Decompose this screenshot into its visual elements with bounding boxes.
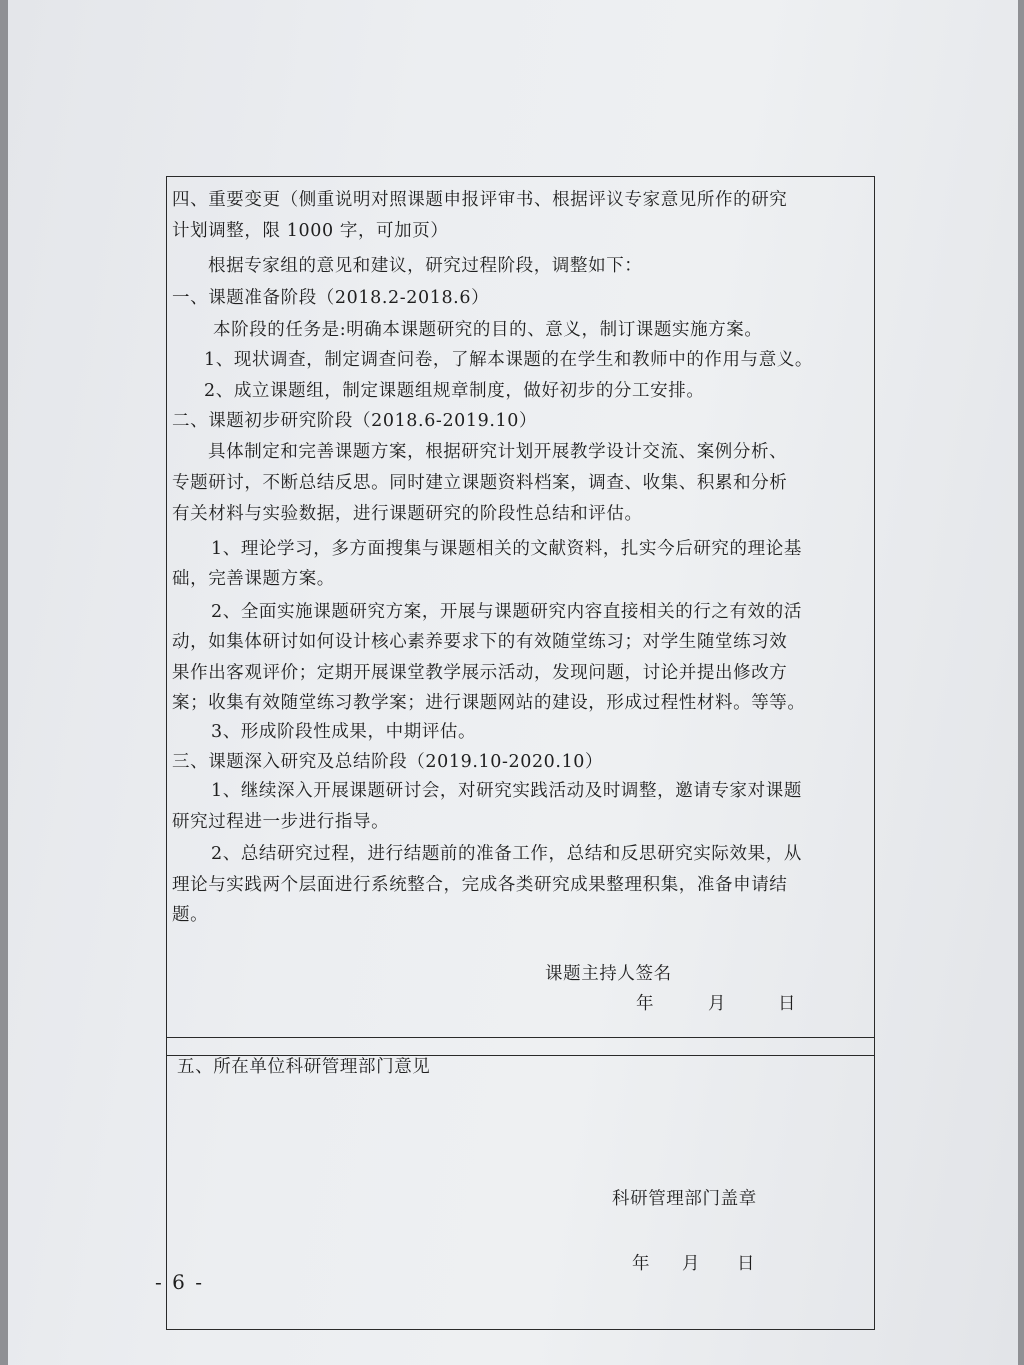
section4-title-line1: 四、重要变更（侧重说明对照课题申报评审书、根据评议专家意见所作的研究 [172,190,788,210]
sig-date-year: 年 [636,994,655,1014]
phase2-item2-line2: 动，如集体研讨如何设计核心素养要求下的有效随堂练习；对学生随堂练习效 [172,632,788,652]
phase2-heading: 二、课题初步研究阶段（2018.6-2019.10） [172,411,538,431]
stamp-date-year: 年 [632,1254,651,1274]
stamp-label: 科研管理部门盖章 [612,1189,757,1209]
phase2-item3: 3、形成阶段性成果，中期评估。 [211,722,477,742]
phase3-item1-line2: 研究过程进一步进行指导。 [172,812,390,832]
sig-date-day: 日 [778,994,797,1014]
phase1-task: 本阶段的任务是:明确本课题研究的目的、意义，制订课题实施方案。 [213,320,763,340]
signature-label: 课题主持人签名 [545,964,672,984]
phase3-item2-line3: 题。 [172,905,209,925]
phase3-item2-line2: 理论与实践两个层面进行系统整合，完成各类研究成果整理积集，准备申请结 [172,875,788,895]
section5-box [166,1037,875,1330]
stamp-date-month: 月 [682,1254,701,1274]
phase1-heading: 一、课题准备阶段（2018.2-2018.6） [172,288,490,308]
section5-title: 五、所在单位科研管理部门意见 [177,1057,431,1077]
section4-title-line2: 计划调整，限 1000 字，可加页） [172,221,449,241]
phase1-item2: 2、成立课题组，制定课题组规章制度，做好初步的分工安排。 [204,381,705,401]
phase2-item2-line1: 2、全面实施课题研究方案，开展与课题研究内容直接相关的行之有效的活 [211,602,802,622]
phase2-item1-line2: 础，完善课题方案。 [172,569,335,589]
phase3-heading: 三、课题深入研究及总结阶段（2019.10-2020.10） [172,752,604,772]
phase3-item2-line1: 2、总结研究过程，进行结题前的准备工作，总结和反思研究实际效果，从 [211,844,802,864]
phase2-item2-line3: 果作出客观评价；定期开展课堂教学展示活动，发现问题，讨论并提出修改方 [172,663,788,683]
phase2-para-line3: 有关材料与实验数据，进行课题研究的阶段性总结和评估。 [172,504,643,524]
page-number: - 6 - [155,1270,204,1294]
phase2-para-line1: 具体制定和完善课题方案，根据研究计划开展教学设计交流、案例分析、 [208,442,788,462]
sig-date-month: 月 [708,994,727,1014]
phase1-item1: 1、现状调查，制定调查问卷，了解本课题的在学生和教师中的作用与意义。 [204,350,814,370]
phase2-para-line2: 专题研讨，不断总结反思。同时建立课题资料档案，调查、收集、积累和分析 [172,473,788,493]
stamp-date-day: 日 [737,1254,756,1274]
phase3-item1-line1: 1、继续深入开展课题研讨会，对研究实践活动及时调整，邀请专家对课题 [211,781,802,801]
document-page [8,0,1018,1365]
phase2-item1-line1: 1、理论学习，多方面搜集与课题相关的文献资料，扎实今后研究的理论基 [211,539,802,559]
phase2-item2-line4: 案；收集有效随堂练习教学案；进行课题网站的建设，形成过程性材料。等等。 [172,693,806,713]
section4-intro: 根据专家组的意见和建议，研究过程阶段，调整如下： [208,256,643,276]
